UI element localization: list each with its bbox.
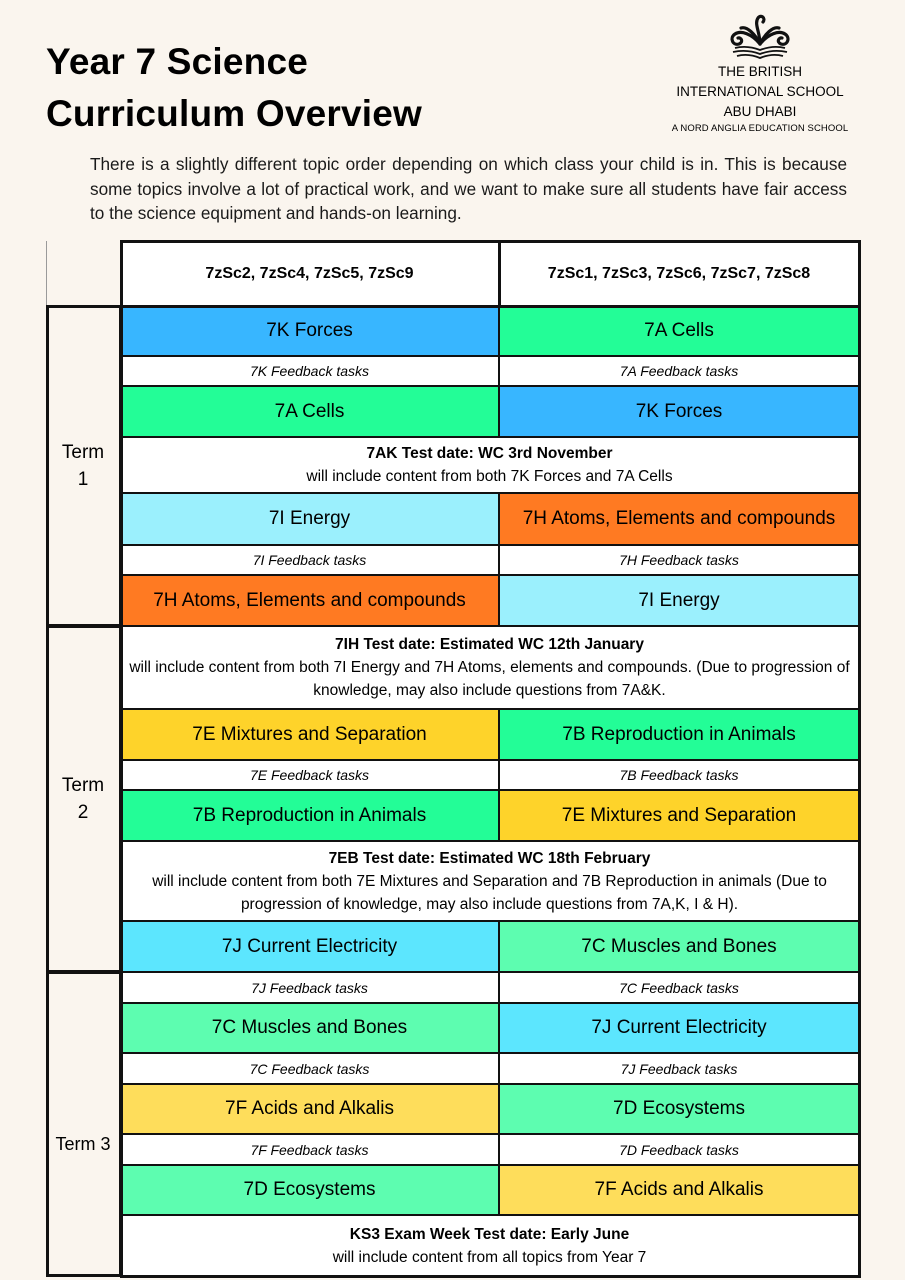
page-title xyxy=(46,36,422,140)
feedback-cell xyxy=(499,545,859,575)
term-label-cell xyxy=(46,306,120,626)
test-date-description: will include content from all topics from Year 7 xyxy=(332,1248,647,1266)
feedback-cell xyxy=(120,760,499,790)
test-date-title: 7AK Test date: WC 3rd November xyxy=(366,445,613,462)
feedback-cell xyxy=(499,760,859,790)
topic-cell xyxy=(120,790,499,841)
topic-cell xyxy=(499,1084,859,1134)
crest-icon xyxy=(727,14,793,60)
topic-cell xyxy=(499,921,859,972)
term-label-cell xyxy=(46,626,120,972)
feedback-cell-label: 7I Feedback tasks xyxy=(252,552,367,568)
topic-cell-label: 7C Muscles and Bones xyxy=(581,935,777,957)
topic-cell xyxy=(499,306,859,356)
feedback-cell xyxy=(120,356,499,386)
test-date-title: 7IH Test date: Estimated WC 12th January xyxy=(335,636,644,653)
topic-cell xyxy=(120,1165,499,1215)
topic-cell-label: 7H Atoms, Elements and compounds xyxy=(153,589,466,611)
page-title-line-2: Curriculum Overview xyxy=(46,93,422,134)
term-label: Term 3 xyxy=(55,1133,111,1154)
feedback-cell-label: 7J Feedback tasks xyxy=(251,979,368,996)
topic-cell xyxy=(120,386,499,437)
topic-cell xyxy=(499,1165,859,1215)
feedback-cell xyxy=(120,1053,499,1084)
feedback-cell-label: 7B Feedback tasks xyxy=(619,767,739,783)
intro-paragraph: There is a slightly different topic order depending on which class your child is in. This is because some topics involve a lot of practical work, and we want to make sure all students have fair access to the science equipment and hands-on learning. xyxy=(90,154,847,223)
topic-cell-label: 7J Current Electricity xyxy=(221,935,398,957)
feedback-cell xyxy=(499,972,859,1003)
topic-cell-label: 7K Forces xyxy=(266,320,353,341)
column-header-label: 7zSc2, 7zSc4, 7zSc5, 7zSc9 xyxy=(205,264,414,282)
feedback-cell-label: 7E Feedback tasks xyxy=(249,767,370,783)
feedback-cell-label: 7J Feedback tasks xyxy=(620,1060,738,1077)
test-date-description: will include content from both 7I Energy and 7H Atoms, elements and compounds. (Due to progression of knowledge, may also include questions from 7A&K. xyxy=(129,659,850,699)
feedback-cell xyxy=(499,1134,859,1165)
term-number: 2 xyxy=(77,802,89,823)
topic-cell-label: 7H Atoms, Elements and compounds xyxy=(522,508,836,529)
feedback-cell-label: 7C Feedback tasks xyxy=(249,1060,370,1077)
feedback-cell-label: 7C Feedback tasks xyxy=(619,979,739,996)
test-date-row xyxy=(120,437,859,493)
feedback-cell-label: 7D Feedback tasks xyxy=(619,1141,739,1158)
term-label-cell xyxy=(46,972,120,1276)
topic-cell xyxy=(120,709,499,760)
school-name-line-3: ABU DHABI xyxy=(723,104,797,119)
topic-cell-label: 7J Current Electricity xyxy=(591,1017,767,1038)
column-divider xyxy=(498,240,501,307)
test-date-row xyxy=(120,841,859,921)
column-header xyxy=(120,241,499,306)
topic-cell-label: 7B Reproduction in Animals xyxy=(562,723,796,745)
topic-cell-label: 7A Cells xyxy=(274,400,345,422)
topic-cell xyxy=(499,709,859,760)
feedback-cell xyxy=(120,972,499,1003)
school-name-line-2: INTERNATIONAL SCHOOL xyxy=(676,84,844,99)
school-name-line-1: THE BRITISH xyxy=(717,64,802,79)
feedback-cell xyxy=(120,545,499,575)
topic-cell-label: 7A Cells xyxy=(644,320,714,341)
feedback-cell-label: 7K Feedback tasks xyxy=(249,363,370,379)
topic-cell-label: 7E Mixtures and Separation xyxy=(192,723,427,745)
topic-cell xyxy=(499,1003,859,1053)
topic-cell-label: 7I Energy xyxy=(638,589,720,611)
feedback-cell xyxy=(499,1053,859,1084)
topic-cell xyxy=(499,790,859,841)
test-date-description: will include content from both 7K Forces and 7A Cells xyxy=(306,468,673,485)
topic-cell-label: 7C Muscles and Bones xyxy=(211,1017,408,1038)
feedback-cell-label: 7H Feedback tasks xyxy=(619,552,739,568)
topic-cell-label: 7D Ecosystems xyxy=(243,1179,376,1200)
feedback-cell xyxy=(499,356,859,386)
topic-cell xyxy=(120,493,499,545)
term-number: 1 xyxy=(77,469,89,490)
topic-cell-label: 7D Ecosystems xyxy=(613,1098,745,1119)
topic-cell xyxy=(120,575,499,626)
topic-cell xyxy=(120,1003,499,1053)
page-title-line-1: Year 7 Science xyxy=(46,41,308,82)
topic-cell xyxy=(499,575,859,626)
topic-cell-label: 7K Forces xyxy=(635,400,723,422)
test-date-row xyxy=(120,626,859,709)
table-corner xyxy=(46,241,120,306)
topic-cell xyxy=(120,306,499,356)
column-header xyxy=(499,241,859,306)
test-date-description: will include content from both 7E Mixtures and Separation and 7B Reproduction in animals (Due to progression of knowledge, may also include questions from 7A,K, I & H). xyxy=(152,872,827,913)
column-header-label: 7zSc1, 7zSc3, 7zSc6, 7zSc7, 7zSc8 xyxy=(547,264,811,282)
topic-cell-label: 7F Acids and Alkalis xyxy=(225,1098,394,1119)
topic-cell-label: 7E Mixtures and Separation xyxy=(561,804,797,826)
topic-cell xyxy=(499,386,859,437)
test-date-title: 7EB Test date: Estimated WC 18th February xyxy=(328,849,651,867)
topic-cell xyxy=(120,921,499,972)
feedback-cell xyxy=(120,1134,499,1165)
topic-cell xyxy=(120,1084,499,1134)
topic-cell-label: 7F Acids and Alkalis xyxy=(594,1179,764,1200)
term-label: Term xyxy=(61,775,105,796)
topic-cell-label: 7I Energy xyxy=(268,508,351,529)
school-logo xyxy=(660,14,860,136)
term-label: Term xyxy=(61,442,105,463)
topic-cell xyxy=(499,493,859,545)
school-tagline: A NORD ANGLIA EDUCATION SCHOOL xyxy=(671,123,849,134)
test-date-row xyxy=(120,1215,859,1276)
test-date-title: KS3 Exam Week Test date: Early June xyxy=(349,1225,630,1243)
feedback-cell-label: 7A Feedback tasks xyxy=(619,363,739,379)
topic-cell-label: 7B Reproduction in Animals xyxy=(192,804,427,826)
feedback-cell-label: 7F Feedback tasks xyxy=(250,1141,369,1158)
